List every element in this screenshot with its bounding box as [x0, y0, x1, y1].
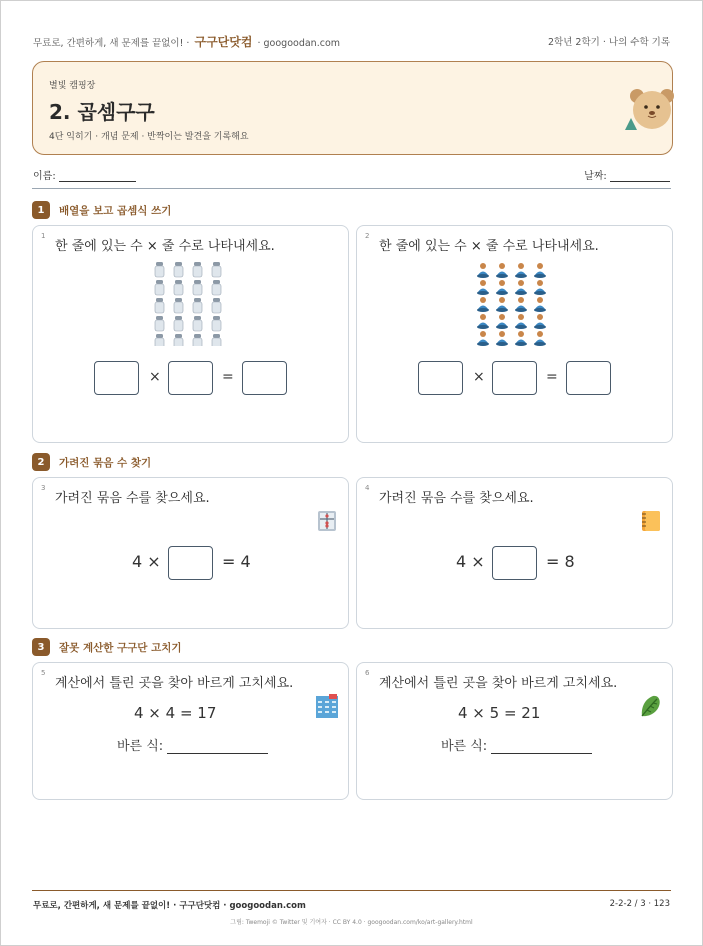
question-number: 2	[365, 232, 370, 240]
section-title: 잘못 계산한 구구단 고치기	[59, 641, 182, 654]
lotus-position-person-icon	[496, 297, 508, 312]
section-2-head	[32, 453, 151, 471]
question-prompt: 계산에서 틀린 곳을 찾아 바르게 고치세요.	[379, 676, 618, 691]
header-kicker: 별빛 캠핑장	[49, 81, 96, 91]
page-code: 2-2-2 / 3 · 123	[609, 899, 670, 909]
answer-box-rows[interactable]	[168, 361, 213, 395]
question-prompt: 가려진 묶음 수를 찾으세요.	[379, 491, 534, 506]
question-prompt: 가려진 묶음 수를 찾으세요.	[55, 491, 210, 506]
equation-right: = 8	[546, 552, 575, 571]
salt-shaker-icon	[193, 334, 202, 346]
divider	[32, 188, 671, 189]
salt-shaker-icon	[193, 262, 202, 277]
date-blank[interactable]	[610, 171, 670, 182]
lotus-position-person-icon	[477, 297, 489, 312]
lotus-position-person-icon	[477, 263, 489, 278]
salt-shaker-icon	[174, 262, 183, 277]
question-prompt: 한 줄에 있는 수 × 줄 수로 나타내세요.	[379, 239, 599, 254]
section-number: 3	[32, 638, 50, 656]
name-label: 이름:	[33, 171, 56, 182]
leafy-green-icon	[639, 693, 663, 719]
answer-blank[interactable]	[167, 740, 268, 754]
equals-sign: =	[546, 369, 558, 385]
lotus-position-person-icon	[515, 314, 527, 329]
salt-shaker-icon	[212, 262, 221, 277]
section-title: 배열을 보고 곱셈식 쓰기	[59, 204, 172, 217]
office-building-icon	[315, 693, 339, 719]
section-3-head	[32, 638, 182, 656]
section-1-head	[32, 201, 171, 219]
equation-left: 4 ×	[456, 552, 485, 571]
wrong-equation: 4 × 4 = 17	[134, 704, 217, 722]
salt-shaker-icon	[212, 280, 221, 295]
problem-card-6	[356, 662, 673, 800]
question-number: 6	[365, 669, 370, 677]
problem-card-1	[32, 225, 349, 443]
hidden-groups-box[interactable]	[492, 546, 537, 580]
salt-shaker-icon	[155, 334, 164, 346]
equals-sign: =	[222, 369, 234, 385]
equation-right: = 4	[222, 552, 251, 571]
salt-shaker-icon	[155, 298, 164, 313]
lotus-position-person-icon	[534, 280, 546, 295]
answer-box-row-count[interactable]	[418, 361, 463, 395]
lotus-position-person-icon	[534, 331, 546, 346]
salt-shaker-icon	[155, 262, 164, 277]
date-label: 날짜:	[584, 171, 607, 182]
tagline-after: · googoodan.com	[257, 37, 341, 49]
question-number: 4	[365, 484, 370, 492]
question-number: 3	[41, 484, 46, 492]
lotus-position-person-icon	[496, 280, 508, 295]
answer-label: 바른 식:	[441, 739, 488, 754]
lotus-position-person-icon	[515, 297, 527, 312]
lotus-position-person-icon	[515, 331, 527, 346]
student-info-row	[33, 167, 670, 183]
answer-box-row-count[interactable]	[94, 361, 139, 395]
lotus-person-array	[476, 262, 554, 346]
name-blank[interactable]	[59, 171, 136, 182]
correct-answer-line[interactable]	[441, 735, 592, 754]
question-number: 1	[41, 232, 46, 240]
answer-blank[interactable]	[491, 740, 592, 754]
footer-tagline: 무료로, 간편하게, 새 문제를 끝없이! · 구구단닷컴 · googoodan.com	[33, 901, 306, 911]
question-prompt: 계산에서 틀린 곳을 찾아 바르게 고치세요.	[55, 676, 294, 691]
salt-shaker-icon	[193, 280, 202, 295]
salt-shaker-icon	[212, 334, 221, 346]
lotus-position-person-icon	[496, 331, 508, 346]
times-sign: ×	[473, 369, 485, 385]
correct-answer-line[interactable]	[117, 735, 268, 754]
problem-card-2	[356, 225, 673, 443]
answer-box-product[interactable]	[242, 361, 287, 395]
notebook-icon	[639, 509, 663, 533]
question-number: 5	[41, 669, 46, 677]
header-card	[32, 61, 673, 155]
lotus-position-person-icon	[477, 331, 489, 346]
lotus-position-person-icon	[477, 280, 489, 295]
brand-name: 구구단닷컴	[194, 34, 253, 49]
salt-shaker-icon	[212, 316, 221, 331]
footer	[33, 899, 670, 911]
name-field[interactable]	[33, 167, 136, 183]
salt-shaker-icon	[212, 298, 221, 313]
image-credit: 그림: Twemoji © Twitter 및 기여자 · CC BY 4.0 · googoodan.com/ko/art-gallery.html	[230, 919, 473, 926]
salt-shaker-icon	[174, 298, 183, 313]
wrong-equation: 4 × 5 = 21	[458, 704, 541, 722]
equation-left: 4 ×	[132, 552, 161, 571]
grade-label: 2학년 2학기 · 나의 수학 기록	[548, 37, 670, 48]
section-number: 2	[32, 453, 50, 471]
lotus-position-person-icon	[477, 314, 489, 329]
hidden-groups-box[interactable]	[168, 546, 213, 580]
problem-card-3	[32, 477, 349, 629]
lotus-position-person-icon	[515, 280, 527, 295]
lotus-position-person-icon	[496, 263, 508, 278]
footer-divider	[32, 890, 671, 891]
salt-shaker-icon	[174, 280, 183, 295]
question-prompt: 한 줄에 있는 수 × 줄 수로 나타내세요.	[55, 239, 275, 254]
answer-box-rows[interactable]	[492, 361, 537, 395]
problem-card-5	[32, 662, 349, 800]
section-number: 1	[32, 201, 50, 219]
tagline-before: 무료로, 간편하게, 새 문제를 끝없이! ·	[33, 37, 190, 49]
lotus-position-person-icon	[534, 263, 546, 278]
page-title: 2. 곱셈구구	[49, 100, 155, 124]
lotus-position-person-icon	[515, 263, 527, 278]
salt-shaker-icon	[155, 280, 164, 295]
salt-shaker-icon	[174, 316, 183, 331]
times-sign: ×	[149, 369, 161, 385]
top-bar	[33, 32, 670, 50]
abacus-icon	[317, 510, 337, 532]
date-field[interactable]	[584, 167, 670, 183]
section-title: 가려진 묶음 수 찾기	[59, 456, 152, 469]
salt-shaker-array	[154, 262, 230, 346]
problem-card-4	[356, 477, 673, 629]
answer-label: 바른 식:	[117, 739, 164, 754]
lotus-position-person-icon	[496, 314, 508, 329]
header-subtitle: 4단 익히기 · 개념 문제 · 반짝이는 발견을 기록해요	[49, 132, 249, 142]
lotus-position-person-icon	[534, 297, 546, 312]
bear-mascot-icon	[621, 82, 681, 134]
salt-shaker-icon	[193, 298, 202, 313]
top-tagline	[33, 33, 340, 50]
salt-shaker-icon	[155, 316, 164, 331]
lotus-position-person-icon	[534, 314, 546, 329]
salt-shaker-icon	[174, 334, 183, 346]
answer-box-product[interactable]	[566, 361, 611, 395]
salt-shaker-icon	[193, 316, 202, 331]
